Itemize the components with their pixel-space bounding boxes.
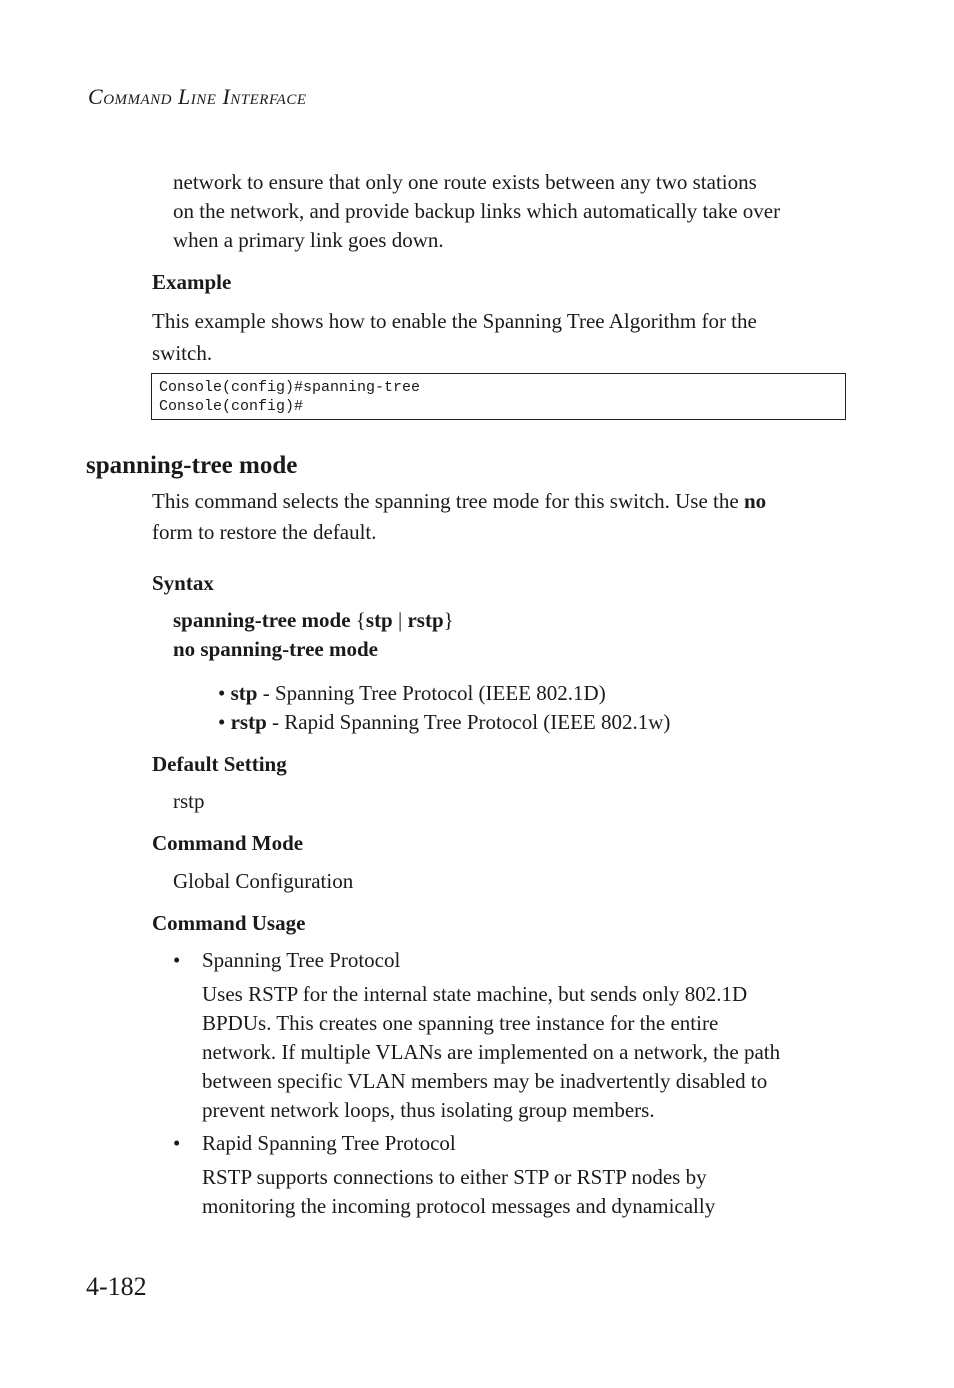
intro-paragraph: network to ensure that only one route exists between any two stations on the network, and provide backup links which automatically take over when a primary link goes down. <box>173 170 781 252</box>
usage-item-2-title: Rapid Spanning Tree Protocol <box>202 1131 456 1155</box>
example-description: This example shows how to enable the Spanning Tree Algorithm for the switch. <box>152 309 757 365</box>
syntax-heading: Syntax <box>152 571 214 595</box>
section-title: spanning-tree mode <box>86 452 298 479</box>
default-setting-heading: Default Setting <box>152 752 287 776</box>
command-mode-value: Global Configuration <box>173 869 354 893</box>
default-setting-value: rstp <box>173 789 205 813</box>
example-heading: Example <box>152 270 232 294</box>
bullet-icon: • <box>218 710 226 734</box>
syntax-option-stp: • stp - Spanning Tree Protocol (IEEE 802.1D) <box>218 681 606 705</box>
usage-item-2-body: RSTP supports connections to either STP or RSTP nodes by monitoring the incoming protocol messages and dynamically <box>202 1165 716 1218</box>
syntax-option-rstp: • rstp - Rapid Spanning Tree Protocol (IEEE 802.1w) <box>218 710 671 734</box>
section-description: This command selects the spanning tree mode for this switch. Use the no form to restore the default. <box>152 489 767 544</box>
syntax-command: spanning-tree mode {stp | rstp} no spanning-tree mode <box>173 608 454 661</box>
code-example: Console(config)#spanning-tree Console(config)# <box>151 373 846 420</box>
command-mode-heading: Command Mode <box>152 831 304 855</box>
running-header: COMMAND LINE INTERFACE <box>88 84 307 109</box>
usage-item-1-title: Spanning Tree Protocol <box>202 948 401 972</box>
usage-item-1-body: Uses RSTP for the internal state machine, but sends only 802.1D BPDUs. This creates one spanning tree instance for the entire network. If multiple VLANs are implemented on a network, the path between specific VLAN members may be inadvertently disabled to prevent network loops, thus isolating group members. <box>202 982 781 1122</box>
usage-item-1-bullet <box>173 946 180 975</box>
bullet-icon: • <box>173 948 181 972</box>
usage-item-2-bullet <box>173 1129 180 1158</box>
bullet-icon: • <box>173 1131 181 1155</box>
bullet-icon: • <box>218 681 226 705</box>
page-number: 4-182 <box>86 1272 147 1301</box>
command-usage-heading: Command Usage <box>152 911 306 935</box>
